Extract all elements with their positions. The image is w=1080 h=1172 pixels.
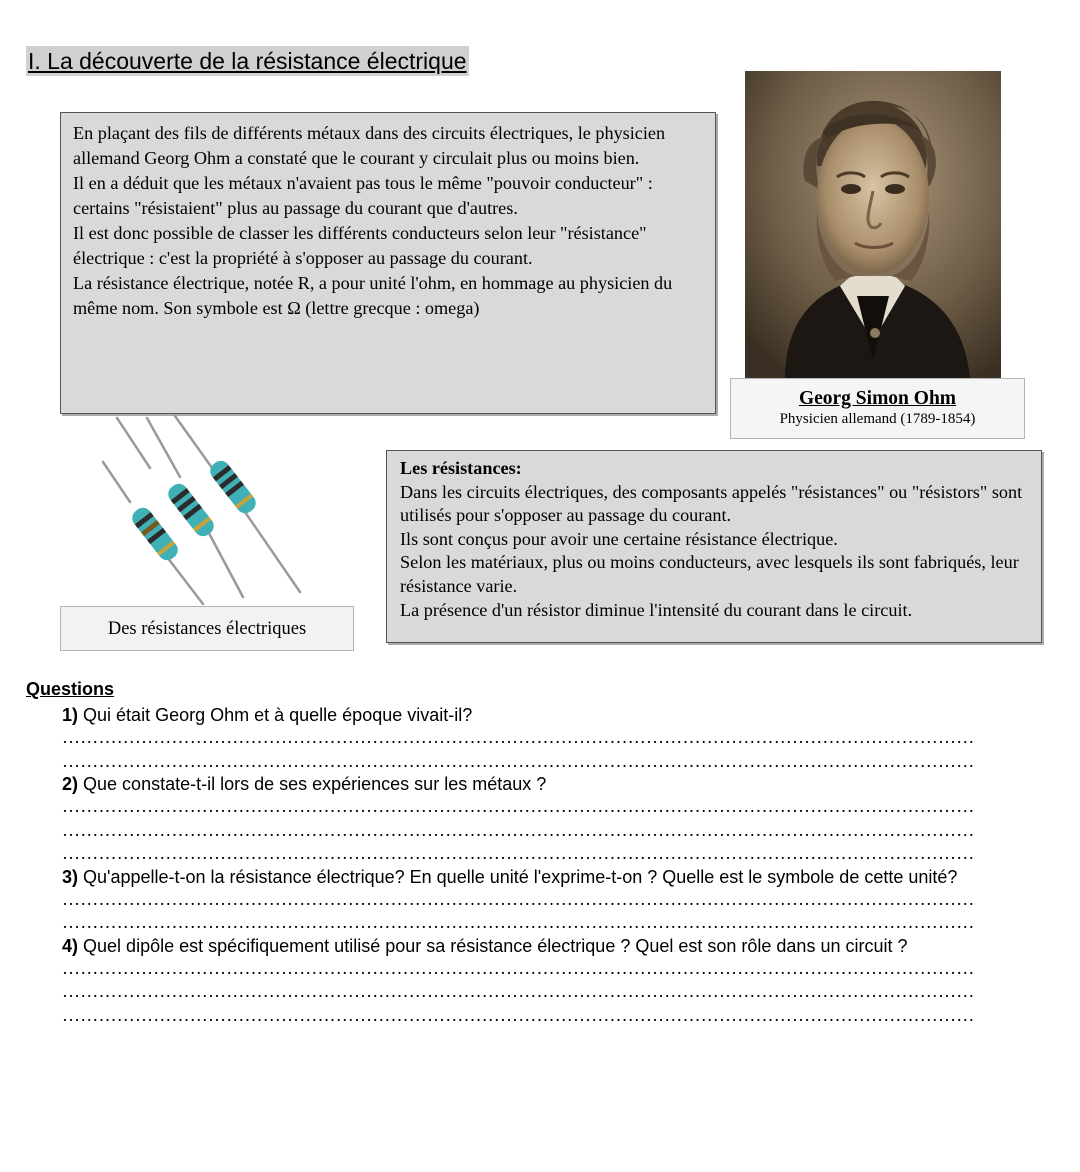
answer-line[interactable]: ……………………………………………………………………………………………………………………………………: [62, 888, 975, 909]
resistors-text-box: [386, 450, 1042, 643]
portrait-caption-name: Georg Simon Ohm: [798, 388, 957, 409]
answer-line[interactable]: ……………………………………………………………………………………………………………………………………: [62, 981, 975, 1001]
question-2-text: Que constate-t-il lors de ses expériences sur les métaux ?: [83, 774, 547, 794]
answer-line[interactable]: ……………………………………………………………………………………………………………………………………: [62, 1004, 975, 1025]
portrait-caption: [730, 378, 1025, 439]
question-1-text: Qui était Georg Ohm et à quelle époque vivait-il?: [83, 705, 473, 725]
question-4-number: 4): [62, 935, 79, 956]
ohm-paragraph-2: Il en a déduit que les métaux n'avaient pas tous le même "pouvoir conducteur" : certains "résistaient" plus au passage du courant que d'autres.: [73, 173, 653, 218]
ohm-paragraph-3: Il est donc possible de classer les différents conducteurs selon leur "résistance" électrique : c'est la propriété à s'opposer au passage du courant.: [73, 223, 647, 268]
ohm-portrait: [745, 71, 1001, 379]
ohm-text-box: [60, 112, 716, 414]
answer-line[interactable]: ……………………………………………………………………………………………………………………………………: [62, 957, 975, 978]
question-1: [62, 704, 1042, 726]
question-3-number: 3): [62, 866, 79, 887]
resistors-paragraph-2: Ils sont conçus pour avoir une certaine résistance électrique.: [400, 528, 838, 549]
answer-line[interactable]: ……………………………………………………………………………………………………………………………………: [62, 912, 975, 932]
resistors-paragraph-1: Dans les circuits électriques, des composants appelés "résistances" ou "résistors" sont utilisés pour s'opposer au passage du courant.: [400, 481, 1023, 526]
resistors-photo: [95, 412, 310, 608]
questions-list: [62, 704, 1042, 1027]
ohm-portrait-drawing: [745, 71, 1001, 379]
resistors-paragraph-3: Selon les matériaux, plus ou moins conducteurs, avec lesquels ils sont fabriqués, leur résistance varie.: [400, 552, 1019, 596]
answer-line[interactable]: ……………………………………………………………………………………………………………………………………: [62, 796, 975, 816]
answer-line[interactable]: ……………………………………………………………………………………………………………………………………: [62, 727, 975, 747]
question-2: [62, 773, 1042, 795]
question-1-number: 1): [62, 705, 79, 725]
question-3: [62, 866, 1042, 888]
section-title: I. La découverte de la résistance électrique: [28, 48, 467, 74]
portrait-caption-subtitle: Physicien allemand (1789-1854): [779, 411, 976, 427]
answer-line[interactable]: ……………………………………………………………………………………………………………………………………: [62, 843, 975, 863]
question-3-text: Qu'appelle-t-on la résistance électrique? En quelle unité l'exprime-t-on ? Quelle est le symbole de cette unité?: [83, 866, 958, 887]
answer-line[interactable]: ……………………………………………………………………………………………………………………………………: [62, 819, 975, 840]
resistors-drawing: [95, 412, 310, 608]
resistors-heading: Les résistances:: [400, 458, 522, 478]
question-2-number: 2): [62, 774, 79, 794]
ohm-paragraph-1: En plaçant des fils de différents métaux dans des circuits électriques, le physicien allemand Georg Ohm a constaté que le courant y circulait plus ou moins bien.: [73, 123, 666, 168]
question-4-text: Quel dipôle est spécifiquement utilisé pour sa résistance électrique ? Quel est son rôle dans un circuit ?: [83, 935, 908, 956]
question-4: [62, 935, 1042, 957]
resistor-caption: Des résistances électriques: [60, 606, 354, 651]
questions-title: Questions: [26, 679, 115, 699]
ohm-paragraph-4: La résistance électrique, notée R, a pour unité l'ohm, en hommage au physicien du même nom. Son symbole est Ω (lettre grecque : omega): [73, 273, 673, 318]
answer-line[interactable]: ……………………………………………………………………………………………………………………………………: [62, 750, 975, 771]
resistors-paragraph-4: La présence d'un résistor diminue l'intensité du courant dans le circuit.: [400, 599, 913, 620]
